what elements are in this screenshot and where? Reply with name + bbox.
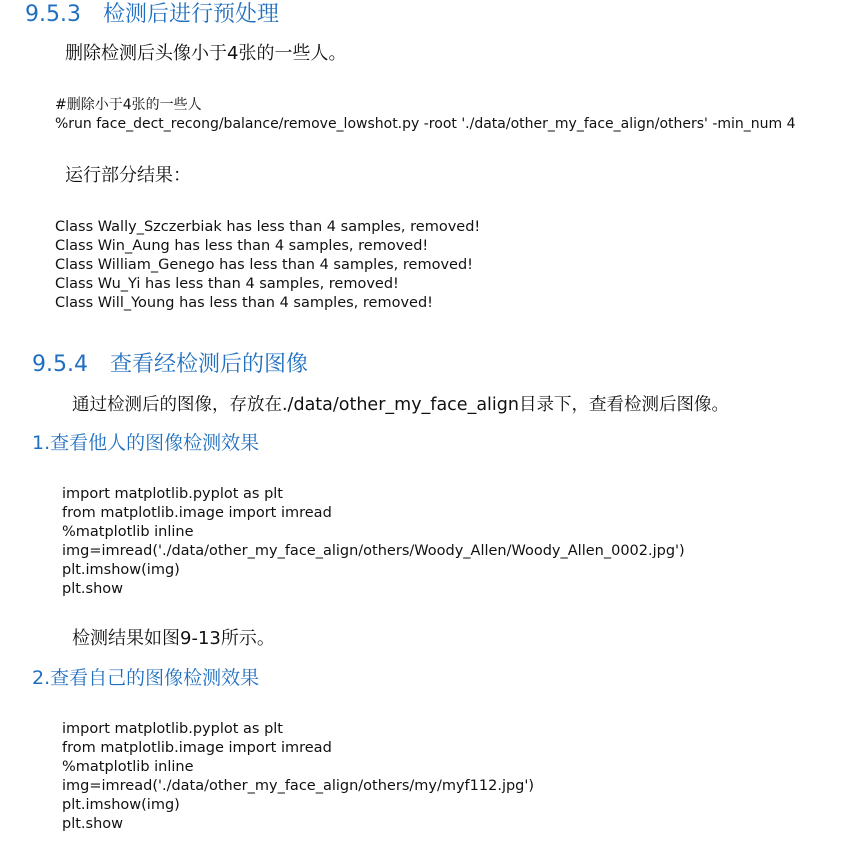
code-line: from matplotlib.image import imread (62, 740, 332, 756)
code-line: import matplotlib.pyplot as plt (62, 486, 283, 502)
section-954-intro: 通过检测后的图像，存放在./data/other_my_face_align目录下，查看检测后图像。 (72, 395, 729, 415)
section-953-intro: 删除检测后头像小于4张的一些人。 (65, 43, 347, 64)
output-line: Class Win_Aung has less than 4 samples, removed! (55, 238, 429, 254)
code-line: import matplotlib.pyplot as plt (62, 721, 283, 737)
code-line: plt.show (62, 581, 124, 597)
code-line: %matplotlib inline (62, 524, 194, 540)
subsection-2-code-block (62, 720, 534, 834)
output-line: Class Wally_Szczerbiak has less than 4 samples, removed! (55, 219, 481, 235)
output-line: Class William_Genego has less than 4 samples, removed! (55, 257, 473, 273)
section-953-output-block (55, 218, 480, 313)
code-line: img=imread('./data/other_my_face_align/others/my/myf112.jpg') (62, 778, 535, 794)
section-953-number: 9.5.3 (25, 2, 81, 27)
section-953-title: 检测后进行预处理 (102, 2, 279, 27)
code-line: %run face_dect_recong/balance/remove_lowshot.py -root './data/other_my_face_align/others' -min_num 4 (55, 116, 796, 132)
code-line: #删除小于4张的一些人 (55, 97, 202, 113)
subsection-2-title: 2.查看自己的图像检测效果 (32, 667, 260, 689)
code-line: %matplotlib inline (62, 759, 194, 775)
output-line: Class Will_Young has less than 4 samples, removed! (55, 295, 433, 311)
figure-caption-text: 检测结果如图9-13所示。 (72, 628, 275, 649)
code-line: plt.imshow(img) (62, 797, 180, 813)
section-954-title: 查看经检测后的图像 (109, 352, 308, 377)
result-label: 运行部分结果： (65, 165, 191, 186)
section-953-code-block (55, 96, 796, 134)
subsection-1-code-block (62, 485, 685, 599)
section-953-heading (25, 0, 279, 30)
code-line: plt.show (62, 816, 124, 832)
section-954-heading (32, 350, 308, 380)
section-954-number: 9.5.4 (32, 352, 88, 377)
code-line: from matplotlib.image import imread (62, 505, 332, 521)
code-line: plt.imshow(img) (62, 562, 180, 578)
output-line: Class Wu_Yi has less than 4 samples, removed! (55, 276, 399, 292)
code-line: img=imread('./data/other_my_face_align/others/Woody_Allen/Woody_Allen_0002.jpg') (62, 543, 685, 559)
subsection-1-title: 1.查看他人的图像检测效果 (32, 432, 260, 454)
